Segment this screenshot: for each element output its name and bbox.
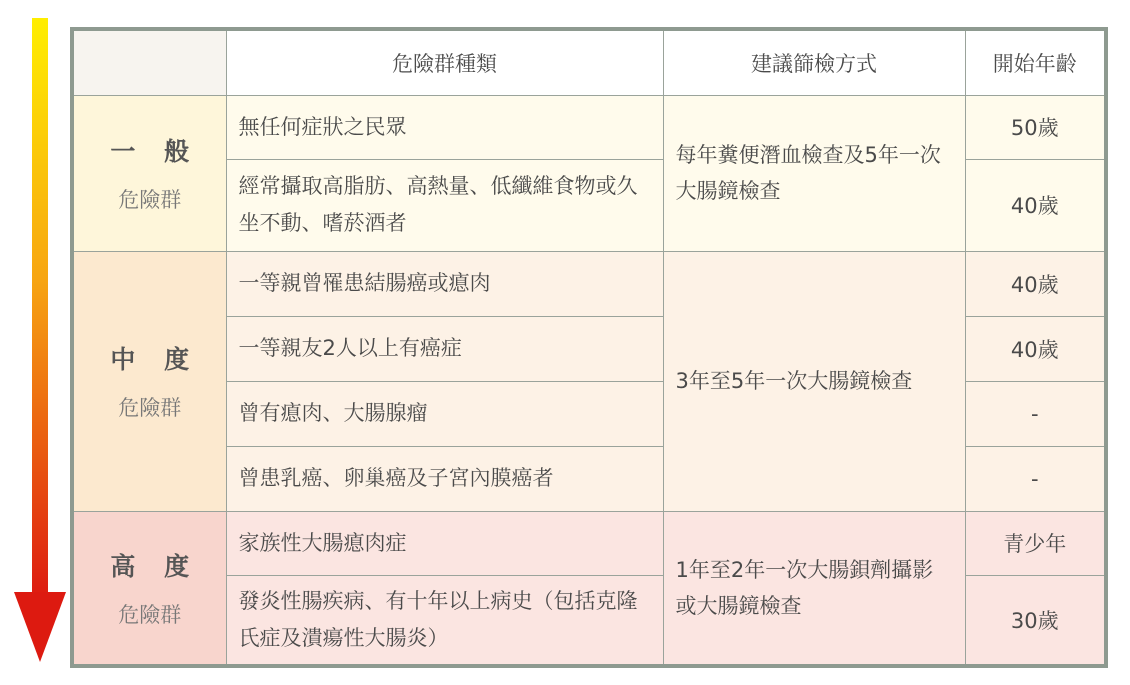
risk-type-cell: 一等親友2人以上有癌症: [226, 316, 663, 381]
header-row: [72, 29, 1106, 95]
risk-type-cell: 經常攝取高脂肪、高熱量、低纖維食物或久坐不動、嗜菸酒者: [226, 159, 663, 251]
start-age-cell: 40歲: [965, 159, 1106, 251]
risk-gradient-arrow: [14, 18, 66, 662]
screening-method-cell: 3年至5年一次大腸鏡檢查: [663, 251, 965, 511]
colorectal-screening-table: [70, 27, 1108, 668]
header-start-age: 開始年齡: [965, 29, 1106, 95]
high-risk-category: [72, 511, 226, 666]
category-sub: 危險群: [118, 188, 182, 212]
screening-method-cell: 1年至2年一次大腸鋇劑攝影或大腸鏡檢查: [663, 511, 965, 666]
category-name: 一 般: [110, 137, 200, 166]
start-age-cell: 30歲: [965, 575, 1106, 666]
start-age-cell: -: [965, 381, 1106, 446]
category-name: 中 度: [110, 345, 200, 374]
category-name: 高 度: [110, 551, 200, 581]
medium-risk-category: [72, 251, 226, 511]
start-age-cell: 50歲: [965, 95, 1106, 159]
screening-method-cell: 每年糞便潛血檢查及5年一次大腸鏡檢查: [663, 95, 965, 251]
start-age-cell: -: [965, 446, 1106, 511]
start-age-cell: 40歲: [965, 251, 1106, 316]
table-row: [72, 511, 1106, 575]
risk-type-cell: 發炎性腸疾病、有十年以上病史（包括克隆氏症及潰瘍性大腸炎）: [226, 575, 663, 666]
header-risk-type: 危險群種類: [226, 29, 663, 95]
general-risk-category: [72, 95, 226, 251]
header-corner: [72, 29, 226, 95]
risk-type-cell: 一等親曾罹患結腸癌或瘜肉: [226, 251, 663, 316]
table-row: [72, 95, 1106, 159]
start-age-cell: 青少年: [965, 511, 1106, 575]
risk-type-cell: 曾有瘜肉、大腸腺瘤: [226, 381, 663, 446]
category-sub: 危險群: [118, 602, 182, 627]
table-row: [72, 251, 1106, 316]
risk-type-cell: 家族性大腸瘜肉症: [226, 511, 663, 575]
header-screening-method: 建議篩檢方式: [663, 29, 965, 95]
risk-type-cell: 曾患乳癌、卵巢癌及子宮內膜癌者: [226, 446, 663, 511]
start-age-cell: 40歲: [965, 316, 1106, 381]
category-sub: 危險群: [118, 396, 182, 420]
risk-type-cell: 無任何症狀之民眾: [226, 95, 663, 159]
